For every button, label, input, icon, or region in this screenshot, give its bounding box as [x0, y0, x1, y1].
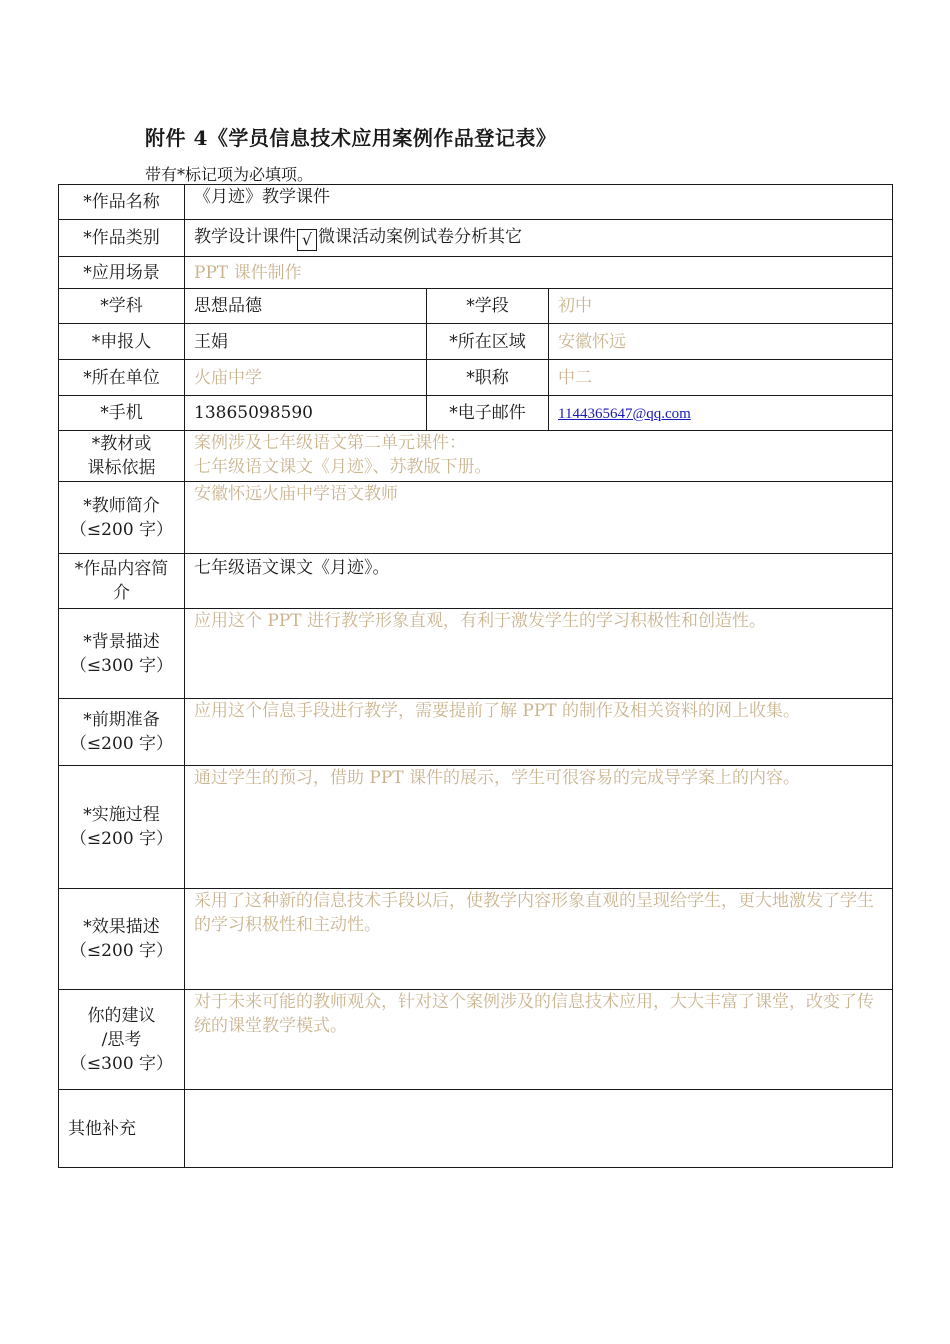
row-category: [59, 220, 893, 257]
effect-label: [59, 889, 185, 990]
work-name-label: *作品名称: [59, 185, 185, 220]
content-intro-label-line2: 介: [113, 583, 130, 603]
suggestion-label: [59, 990, 185, 1090]
teacher-intro-label-line2: （≤200 字）: [69, 519, 174, 540]
process-label-line2: （≤200 字）: [69, 829, 174, 849]
phone-field[interactable]: 13865098590: [185, 396, 427, 431]
title-rank-label: *职称: [427, 360, 549, 396]
email-label: *电子邮件: [427, 396, 549, 431]
row-subject: [59, 289, 893, 324]
category-option-text: 教学设计课件: [194, 227, 296, 247]
row-other: [59, 1090, 893, 1168]
content-intro-label-line1: *作品内容简: [74, 559, 169, 579]
teacher-intro-label-line1: *教师简介: [83, 495, 160, 516]
teacher-intro-field[interactable]: 安徽怀远火庙中学语文教师: [185, 482, 893, 554]
textbook-field[interactable]: [185, 431, 893, 482]
suggestion-label-line1: 你的建议: [87, 1005, 156, 1026]
suggestion-label-line3: （≤300 字）: [69, 1053, 174, 1074]
applicant-label: *申报人: [59, 324, 185, 360]
category-field: [185, 220, 893, 257]
suggestion-label-line2: /思考: [101, 1029, 142, 1050]
row-unit: [59, 360, 893, 396]
registration-form: [58, 184, 893, 1168]
row-suggestion: [59, 990, 893, 1090]
category-checkbox[interactable]: √: [297, 229, 317, 251]
form-title: 附件 4《学员信息技术应用案例作品登记表》: [145, 126, 557, 150]
row-scenario: [59, 257, 893, 289]
applicant-field[interactable]: 王娟: [185, 324, 427, 360]
unit-label: *所在单位: [59, 360, 185, 396]
process-field[interactable]: 通过学生的预习，借助 PPT 课件的展示，学生可很容易的完成导学案上的内容。: [185, 766, 893, 889]
subject-field[interactable]: 思想品德: [185, 289, 427, 324]
other-field[interactable]: [185, 1090, 893, 1168]
teacher-intro-label: [59, 482, 185, 554]
effect-label-line1: *效果描述: [83, 917, 160, 937]
row-preparation: [59, 699, 893, 766]
row-work-name: [59, 185, 893, 220]
row-process: [59, 766, 893, 889]
region-field[interactable]: 安徽怀远: [549, 324, 893, 360]
stage-field[interactable]: 初中: [549, 289, 893, 324]
work-name-field[interactable]: 《月迹》教学课件: [185, 185, 893, 220]
scenario-label: *应用场景: [59, 257, 185, 289]
title-rank-field[interactable]: 中二: [549, 360, 893, 396]
scenario-field[interactable]: PPT 课件制作: [185, 257, 893, 289]
category-option-text-rest: 微课活动案例试卷分析其它: [318, 227, 522, 247]
preparation-label: [59, 699, 185, 766]
email-field[interactable]: [549, 396, 893, 431]
textbook-label-line2: 课标依据: [87, 458, 156, 478]
region-label: *所在区域: [427, 324, 549, 360]
row-background: [59, 609, 893, 699]
background-label-line1: *背景描述: [83, 631, 160, 652]
effect-label-line2: （≤200 字）: [69, 941, 174, 961]
row-teacher-intro: [59, 482, 893, 554]
suggestion-field[interactable]: 对于未来可能的教师观众，针对这个案例涉及的信息技术应用，大大丰富了课堂，改变了传统的课堂教学模式。: [185, 990, 893, 1090]
preparation-label-line2: （≤200 字）: [69, 734, 174, 754]
textbook-line1: 案例涉及七年级语文第二单元课件：: [194, 433, 466, 453]
textbook-label: [59, 431, 185, 482]
unit-field[interactable]: 火庙中学: [185, 360, 427, 396]
category-label: *作品类别: [59, 220, 185, 257]
row-phone: [59, 396, 893, 431]
preparation-label-line1: *前期准备: [83, 710, 160, 730]
textbook-label-line1: *教材或: [91, 434, 152, 454]
email-link[interactable]: 1144365647@qq.com: [558, 405, 691, 422]
phone-label: *手机: [59, 396, 185, 431]
effect-field[interactable]: 采用了这种新的信息技术手段以后，使教学内容形象直观的呈现给学生，更大地激发了学生的学习积极性和主动性。: [185, 889, 893, 990]
process-label-line1: *实施过程: [83, 805, 160, 825]
content-intro-field[interactable]: 七年级语文课文《月迹》。: [185, 554, 893, 609]
background-field[interactable]: 应用这个 PPT 进行教学形象直观，有利于激发学生的学习积极性和创造性。: [185, 609, 893, 699]
row-textbook: [59, 431, 893, 482]
required-note: 带有*标记项为必填项。: [145, 165, 314, 184]
preparation-field[interactable]: 应用这个信息手段进行教学，需要提前了解 PPT 的制作及相关资料的网上收集。: [185, 699, 893, 766]
content-intro-label: [59, 554, 185, 609]
row-effect: [59, 889, 893, 990]
row-applicant: [59, 324, 893, 360]
background-label-line2: （≤300 字）: [69, 655, 174, 676]
subject-label: *学科: [59, 289, 185, 324]
row-content-intro: [59, 554, 893, 609]
background-label: [59, 609, 185, 699]
other-label: 其他补充: [59, 1090, 185, 1168]
stage-label: *学段: [427, 289, 549, 324]
textbook-line2: 七年级语文课文《月迹》、苏教版下册。: [194, 457, 492, 477]
process-label: [59, 766, 185, 889]
